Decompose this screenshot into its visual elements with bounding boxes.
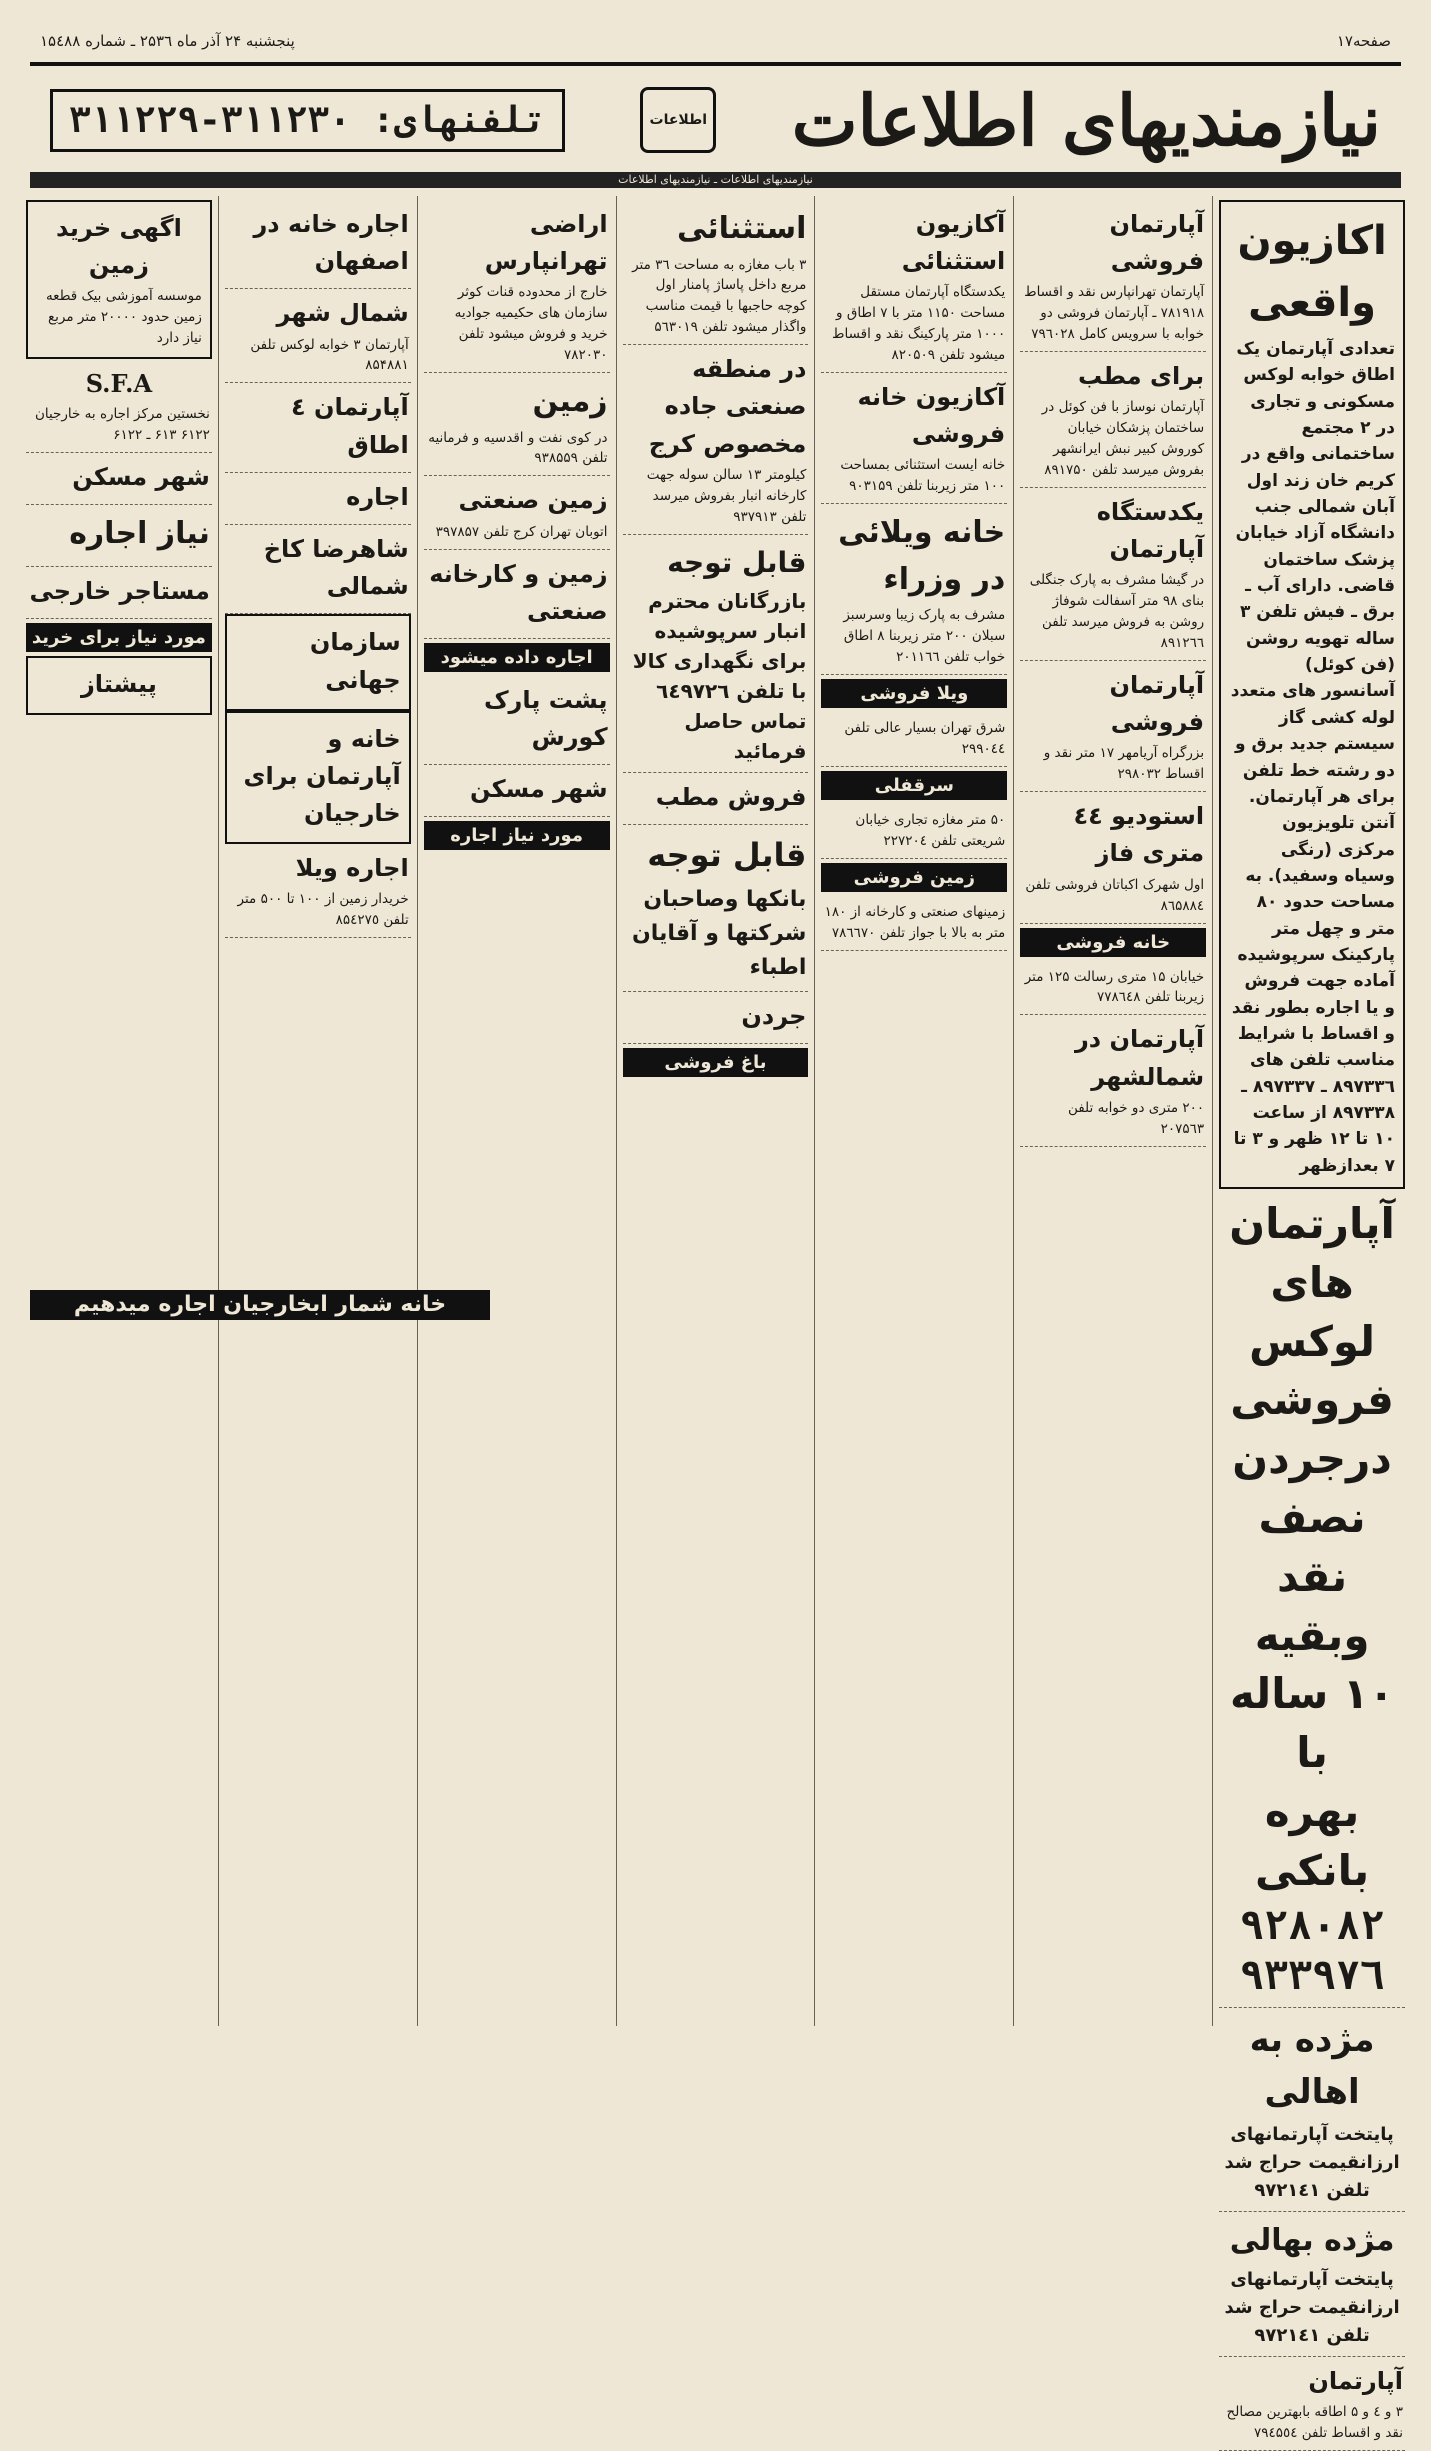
ad-text: بانکها وصاحبان شرکتها و آقایان اطباء [632,886,807,980]
ad-sfa [26,359,212,453]
ad-industrial-land [424,476,610,549]
ad-warehouse [623,535,809,773]
masthead-title: نیازمندیهای اطلاعات [791,78,1381,162]
ad-title: شمال شهر [276,299,409,328]
ad-text: زمینهای صنعتی و کارخانه از ۱۸۰ متر به بالا با جواز تلفن ۷۸٦٦۷۰ [824,903,1006,941]
ad-north-city [225,289,411,383]
ad-text: خریدار زمین از ۱۰۰ تا ۵۰۰ متر تلفن ۸۵٤۲۷٥ [237,891,409,929]
ad-title: اجاره [346,482,409,511]
ad-rent [225,473,411,525]
ad-cyrus-park [424,676,610,765]
ad-text: اول شهرک اکباتان فروشی تلفن ۸٦۵۸۸٤ [1025,876,1205,914]
ad-text: یکدستگاه آپارتمان مستقل مساحت ۱۱۵۰ متر با ۷ اطاق و ۱۰۰۰ متر پارکینگ نقد و اقساط میشود تلفن ۸۲۰۵۰۹ [831,284,1006,364]
ad-title: شاهرضا کاخ شمالی [263,534,409,601]
ad-line: لوکس [1249,1316,1376,1366]
ad-title: آپارتمان فروشی [1109,210,1205,276]
section-banner: خانه فروشی [1020,928,1206,957]
ad-text: خارج از محدوده قنات کوثر سازمان های حکیمیه جوادیه خرید و فروش میشود تلفن ۷۸۲۰۳۰ [454,284,608,364]
ad-buy-land [26,200,212,359]
ad-global-org [225,614,411,710]
ad-villa-rent [225,844,411,938]
ad-title: یکدستگاه آپارتمان [1096,498,1205,564]
ad-text: خیابان ۱۵ متری رسالت ۱۲۵ متر زیربنا تلفن ۷۷۸٦٤۸ [1024,968,1205,1006]
section-banner: مورد نیاز اجاره [424,821,610,850]
ad-title: اکازیون واقعی [1237,218,1387,326]
ad-title: خانه و آپارتمان برای خارجیان [243,724,401,828]
ad-villa-vozara [821,504,1007,675]
ad-title: مژده بهالی [1229,2222,1395,2258]
ad-title: در منطقه صنعتی جاده مخصوص کرج [648,355,807,458]
ad-text: آپارتمان نوساز با فن کوئل در ساختمان پزشکان خیابان کوروش کبیر نبش ایرانشهر بفروش میرسد تلفن ۸۹۱۷۵۰ [1041,399,1205,479]
ad-title: زمین و کارخانه صنعتی [429,559,608,625]
ad-text: خانه ایست استثنائی بمساحت ۱۰۰ متر زیربنا تلفن ۹۰۳۱۵۹ [840,457,1006,495]
ad-title: آپارتمان در شمالشهر [1074,1025,1205,1091]
ad-text: کیلومتر ۱۳ سالن سوله جهت کارخانه انبار بفروش میرسد تلفن ۹۳۷۹۱۳ [646,466,807,525]
ad-luxury-apartments [1219,1189,1405,2008]
ad-factory-land [424,550,610,639]
ad-isfahan [225,200,411,289]
masthead-phones: تلفنهای: ۳۱۱۲۳۰-۳۱۱۲۲۹ [50,89,565,152]
ad-phone: ۹۲۸۰۸۲ [1239,1902,1385,1949]
ad-apartment [1219,2357,1405,2451]
ad-text: پایتخت آپارتمانهای ارزانقیمت حراج شد تلفن ۹۷۲۱٤۱ [1224,2269,1400,2346]
ad-line: نصف نقد [1258,1492,1366,1601]
ad-4-room [225,383,411,472]
column-6 [218,196,417,2026]
ad-maskan-city [26,453,212,505]
masthead-subtitle: نیازمندیهای اطلاعات ـ نیازمندیهای اطلاعات [30,172,1401,188]
ad-text: تعدادی آپارتمان یک اطاق خوابه لوکس مسکونی و تجاری در ۲ مجتمع ساختمانی واقع در کریم خان زند اول آبان شمالی جنب دانشگاه آزاد خیابان پزشک ساختمان قاضی. دارای آب ـ برق ـ فیش تلفن ۳ ساله تهویه روشن (فن کوئل) آسانسور های متعدد لوله کشی گاز سیستم جدید برق و دو رشته خط تلفن برای هر آپارتمان. آنتن تلویزیون مرکزی (رنگی وسیاه وسفید). به مساحت حدود ۸۰ متر و چهل متر پارکینک سرپوشیده آماده جهت فروش و یا اجاره بطور نقد و اقساط با شرایط مناسب تلفن های ۸۹۷۳۳٦ ـ ۸۹۷۳۳۷ ـ ۸۹۷۳۳۸ از ساعت ۱۰ تا ۱۲ ظهر و ۳ تا ۷ بعدازظهر [1230,339,1395,1176]
ad-exceptional-shops [623,200,809,345]
ad-text: مشرف به پارک زیبا وسرسبز سبلان ۲۰۰ متر زیربنا ۸ اطاق خواب تلفن ۲۰۱۱٦٦ [843,607,1006,666]
ad-occasion [1219,200,1405,1189]
section-banner: سرقفلی [821,771,1007,800]
ad-title: نیاز اجاره [69,516,210,552]
ad-maskan-city [424,765,610,817]
ad-shop [821,804,1007,859]
ad-clinic [1020,352,1206,488]
section-banner: باغ فروشی [623,1048,809,1077]
ad-text: آپارتمان تهرانپارس نقد و اقساط ۷۸۱۹۱۸ ـ آپارتمان فروشی دو خوابه با سرویس کامل ۷۹٦۰۲۸ [1024,284,1205,343]
ad-text: آپارتمان ۳ خوابه لوکس تلفن ۸۵۴۸۸۱ [250,336,409,374]
ad-text: موسسه آموزشی بیک قطعه زمین حدود ۲۰۰۰۰ متر مربع نیاز دارد [45,288,202,347]
ad-title: اجاره خانه در اصفهان [253,210,409,276]
ad-text: اتوبان تهران کرج تلفن ۳۹۷۸۵۷ [435,523,608,540]
ad-title: S.F.A [85,369,153,399]
ad-title: مژده به اهالی [1249,2019,1375,2113]
ad-title: جردن [741,1001,807,1030]
ad-line: درجردن [1232,1434,1392,1484]
column-1 [1212,196,1411,2441]
ad-clinic-sale [623,773,809,825]
ad-good-news-2 [1219,2212,1405,2357]
ad-villa [821,712,1007,767]
ad-apartment-sale-2 [1020,661,1206,792]
ad-title: آپارتمان ٤ اطاق [291,393,409,459]
ad-house [1020,961,1206,1016]
ad-title: سازمان جهانی [309,628,401,694]
ad-attention [623,825,809,992]
ad-text: شرق تهران بسیار عالی تلفن ۲۹۹۰٤٤ [844,720,1006,757]
ad-land-2 [424,373,610,476]
ad-text: ۳ باب مغازه به مساحت ۳٦ متر مربع داخل پاساژ پامنار اول کوچه حاجبها با قیمت مناسب واگذار میشود تلفن ۵٦۳۰۱۹ [632,256,807,336]
ad-line: های [1270,1257,1354,1307]
ad-text: ۵۰ متر مغازه تجاری خیابان شریعتی تلفن ۲۲۷۲۰٤ [855,811,1006,849]
ad-text: ۲۰۰ متری دو خوابه تلفن ۲۰۷۵٦۳ [1067,1099,1205,1137]
ad-line: فروشی [1230,1375,1394,1425]
ad-good-news [1219,2008,1405,2212]
ad-apartment-sale [1020,200,1206,352]
column-7 [20,196,218,2026]
ad-text: بازرگانان محترم انبار سرپوشیده برای نگهداری کالا با تلفن ٦٤۹۷۲٦ تماس حاصل فرمائید [632,588,807,763]
ad-title: پشت پارک کورش [483,685,608,752]
ad-line: وبقیه [1254,1610,1370,1660]
ad-foreign-tenant [26,567,212,619]
ad-title: زمین [532,384,608,420]
ad-house-sale [821,373,1007,504]
ad-studio [1020,792,1206,923]
ad-text: نخستین مرکز اجاره به خارجیان ۶۱۲۲ ۶۱۳ ـ ۶۱۲۲ [34,406,210,444]
classified-columns [20,196,1411,2441]
column-4 [616,196,815,2026]
ad-shahreza [225,525,411,614]
ad-title: اگهی خرید زمین [56,214,182,280]
ad-title: قابل توجه [667,545,807,579]
ad-text: ۳ و ٤ و ۵ اطاقه بابهترین مصالح نقد و اقساط تلفن ۷۹٤۵٥٤ [1226,2403,1403,2441]
ad-line: آپارتمان [1229,1199,1395,1248]
ad-title: پیشتاز [80,670,157,699]
foreigners-rent-banner: خانه شمار ابخارجیان اجاره میدهیم [30,1290,490,1320]
ad-rent-needed [26,505,212,567]
page-label: صفحه۱۷ [1336,32,1391,50]
ad-title: فروش مطب [655,782,807,811]
ad-title: زمین صنعتی [458,486,608,515]
ad-line: بهره بانکی [1254,1786,1370,1895]
ad-title: برای مطب [1077,362,1205,391]
ad-gisha [1020,488,1206,661]
ad-title: مستاجر خارجی [29,576,210,605]
ad-phone: ۹۳۳۹۷٦ [1239,1952,1385,1999]
ad-title: آکازیون استثنائی [901,210,1006,276]
ad-title: خانه ویلائی در وزراء [838,515,1006,597]
ad-exceptional [821,200,1007,373]
ad-title: شهر مسکن [469,775,608,804]
ad-text: پایتخت آپارتمانهای ارزانقیمت حراج شد تلفن ۹۷۲۱٤۱ [1224,2123,1400,2201]
ad-title: شهر مسکن [72,463,210,492]
ad-title: اراضی تهرانپارس [484,210,608,276]
ad-title: استثنائی [677,211,807,246]
ad-text: در کوی نفت و اقدسیه و فرمانیه تلفن ۹۳۸۵۵۹ [428,429,608,467]
ad-foreigners [225,711,411,845]
ad-pishtaz [26,656,212,715]
ad-land [821,896,1007,951]
ad-north-city [1020,1015,1206,1146]
ad-title: قابل توجه [647,836,807,875]
ad-jordan [623,992,809,1044]
ad-text: در گیشا مشرف به پارک جنگلی بنای ۹۸ متر آسفالت شوفاژ روشن به فروش میرسد تلفن ۸۹۱۲٦٦ [1029,572,1205,652]
ad-industrial-zone [623,345,809,534]
masthead [30,62,1401,178]
column-5 [417,196,616,2026]
ad-title: آپارتمان [1308,2366,1403,2395]
section-banner: ویلا فروشی [821,679,1007,708]
section-banner: زمین فروشی [821,863,1007,892]
ad-title: اجاره ویلا [295,854,409,883]
newspaper-logo: اطلاعات [640,87,716,153]
issue-header [40,30,1391,52]
ad-text: بزرگراه آریامهر ۱۷ متر نقد و اقساط ۲۹۸۰۳۲ [1043,745,1205,783]
issue-line: پنجشنبه ۲۴ آذر ماه ۲۵۳٦ ـ شماره ۱۵٤۸۸ [40,32,295,50]
ad-title: استودیو ٤٤ متری فاز [1073,802,1205,868]
column-3 [814,196,1013,2026]
ad-title: آپارتمان فروشی [1109,671,1205,737]
section-banner: اجاره داده میشود [424,643,610,672]
section-banner: مورد نیاز برای خرید [26,623,212,652]
ad-title: آکازیون خانه فروشی [857,383,1006,449]
ad-tehranpars-land [424,200,610,373]
column-2 [1013,196,1212,2026]
ad-line: ۱۰ ساله با [1229,1669,1395,1778]
